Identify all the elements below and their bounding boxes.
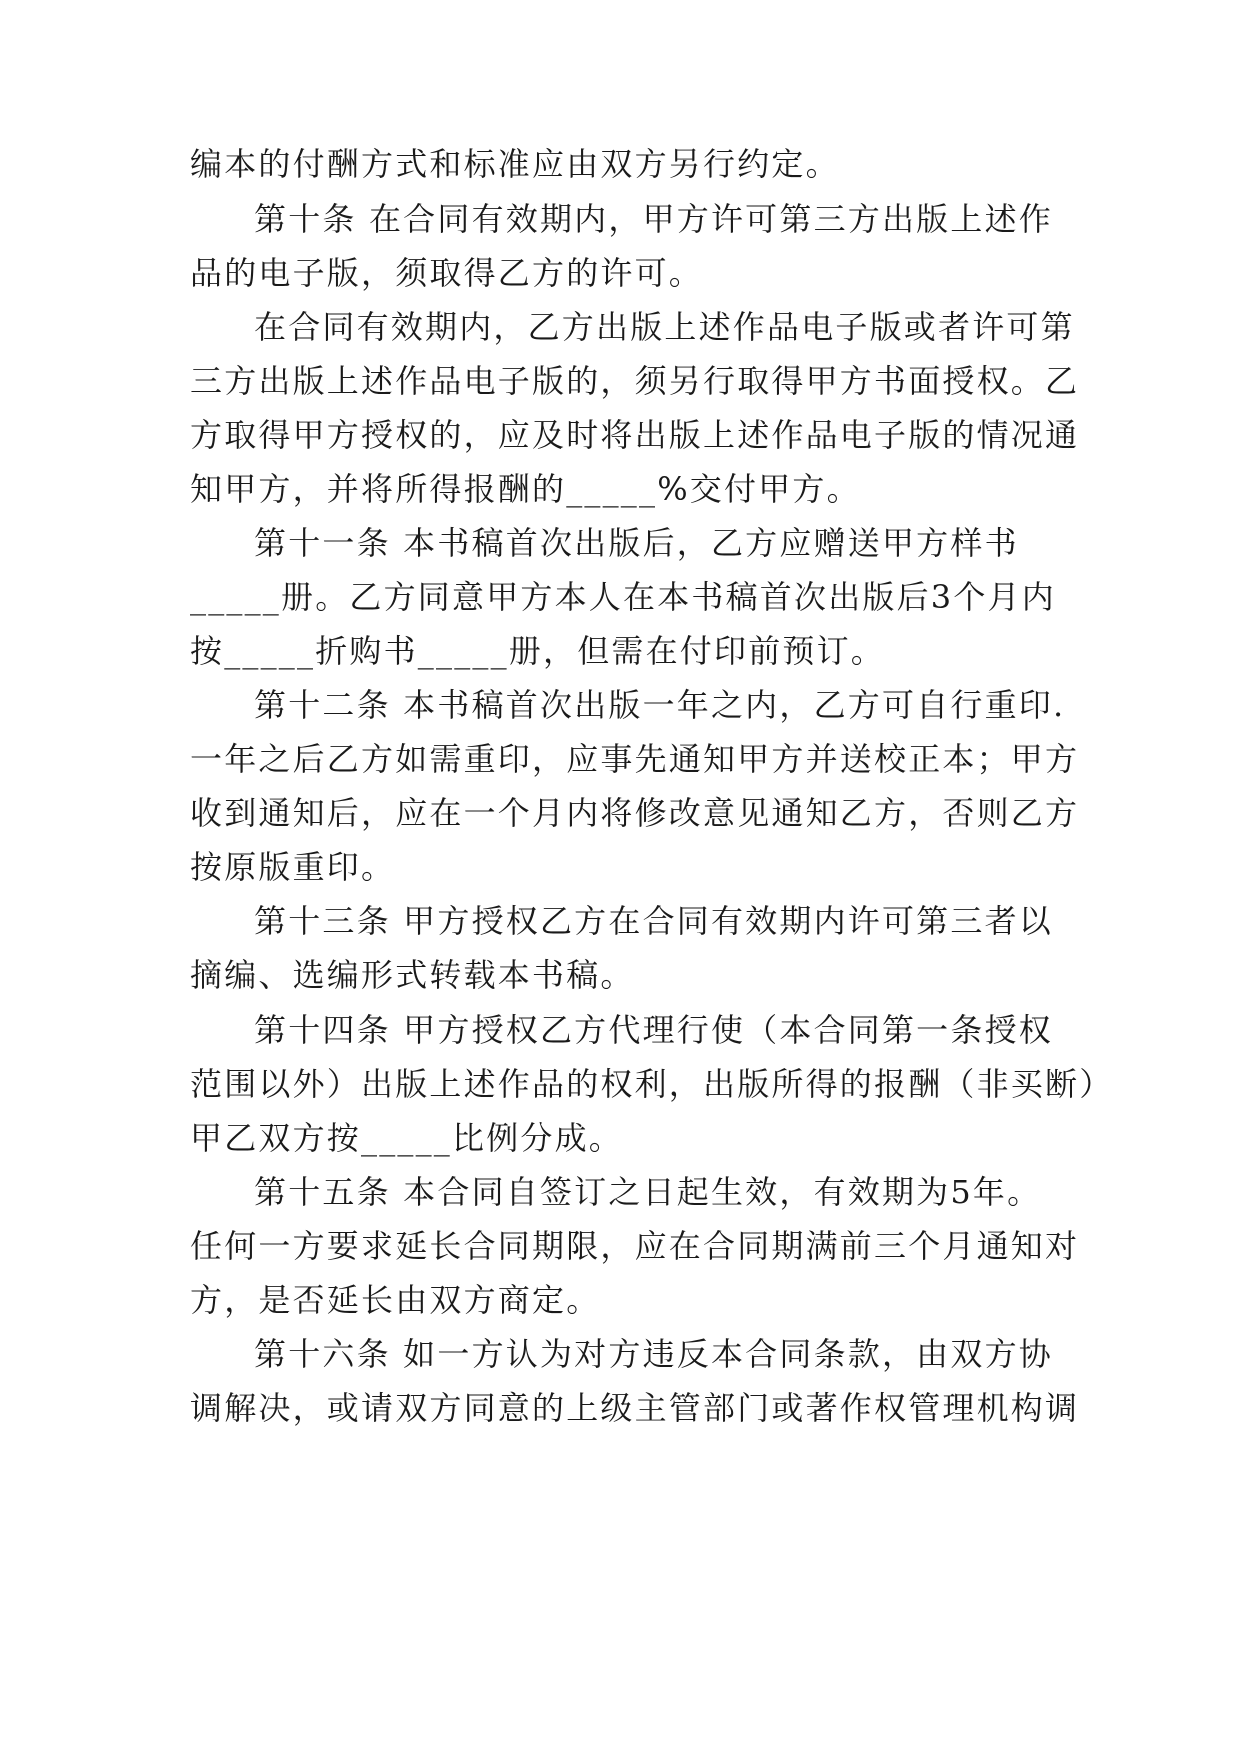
text-line: 甲乙双方按_____比例分成。 — [190, 1119, 624, 1157]
paragraph-first-line: 在合同有效期内，乙方出版上述作品电子版或者许可第 — [254, 308, 1075, 346]
text-line: 摘编、选编形式转载本书稿。 — [190, 956, 635, 994]
article-14-heading-line: 第十四条 甲方授权乙方代理行使（本合同第一条授权 — [254, 1011, 1053, 1049]
article-15-heading-line: 第十五条 本合同自签订之日起生效，有效期为5年。 — [254, 1173, 1042, 1211]
text-line: 品的电子版，须取得乙方的许可。 — [190, 254, 704, 292]
text-line: 调解决，或请双方同意的上级主管部门或著作权管理机构调 — [190, 1389, 1080, 1427]
text-line: 知甲方，并将所得报酬的_____%交付甲方。 — [190, 470, 861, 508]
text-line: _____册。乙方同意甲方本人在本书稿首次出版后3个月内 — [190, 578, 1056, 616]
article-13-heading-line: 第十三条 甲方授权乙方在合同有效期内许可第三者以 — [254, 902, 1053, 940]
article-12-heading-line: 第十二条 本书稿首次出版一年之内，乙方可自行重印. — [254, 686, 1066, 724]
text-line: 三方出版上述作品电子版的，须另行取得甲方书面授权。乙 — [190, 362, 1080, 400]
article-10-heading-line: 第十条 在合同有效期内，甲方许可第三方出版上述作 — [254, 200, 1053, 238]
text-line: 方，是否延长由双方商定。 — [190, 1281, 601, 1319]
text-line: 任何一方要求延长合同期限，应在合同期满前三个月通知对 — [190, 1227, 1080, 1265]
text-line: 按原版重印。 — [190, 848, 396, 886]
article-11-heading-line: 第十一条 本书稿首次出版后，乙方应赠送甲方样书 — [254, 524, 1019, 562]
text-line: 范围以外）出版上述作品的权利，出版所得的报酬（非买断） — [190, 1065, 1114, 1103]
text-line: 按_____折购书_____册，但需在付印前预订。 — [190, 632, 886, 670]
text-line: 方取得甲方授权的，应及时将出版上述作品电子版的情况通 — [190, 416, 1080, 454]
text-line: 编本的付酬方式和标准应由双方另行约定。 — [190, 145, 840, 183]
article-16-heading-line: 第十六条 如一方认为对方违反本合同条款，由双方协 — [254, 1335, 1053, 1373]
text-line: 收到通知后，应在一个月内将修改意见通知乙方，否则乙方 — [190, 794, 1080, 832]
text-line: 一年之后乙方如需重印，应事先通知甲方并送校正本；甲方 — [190, 740, 1080, 778]
